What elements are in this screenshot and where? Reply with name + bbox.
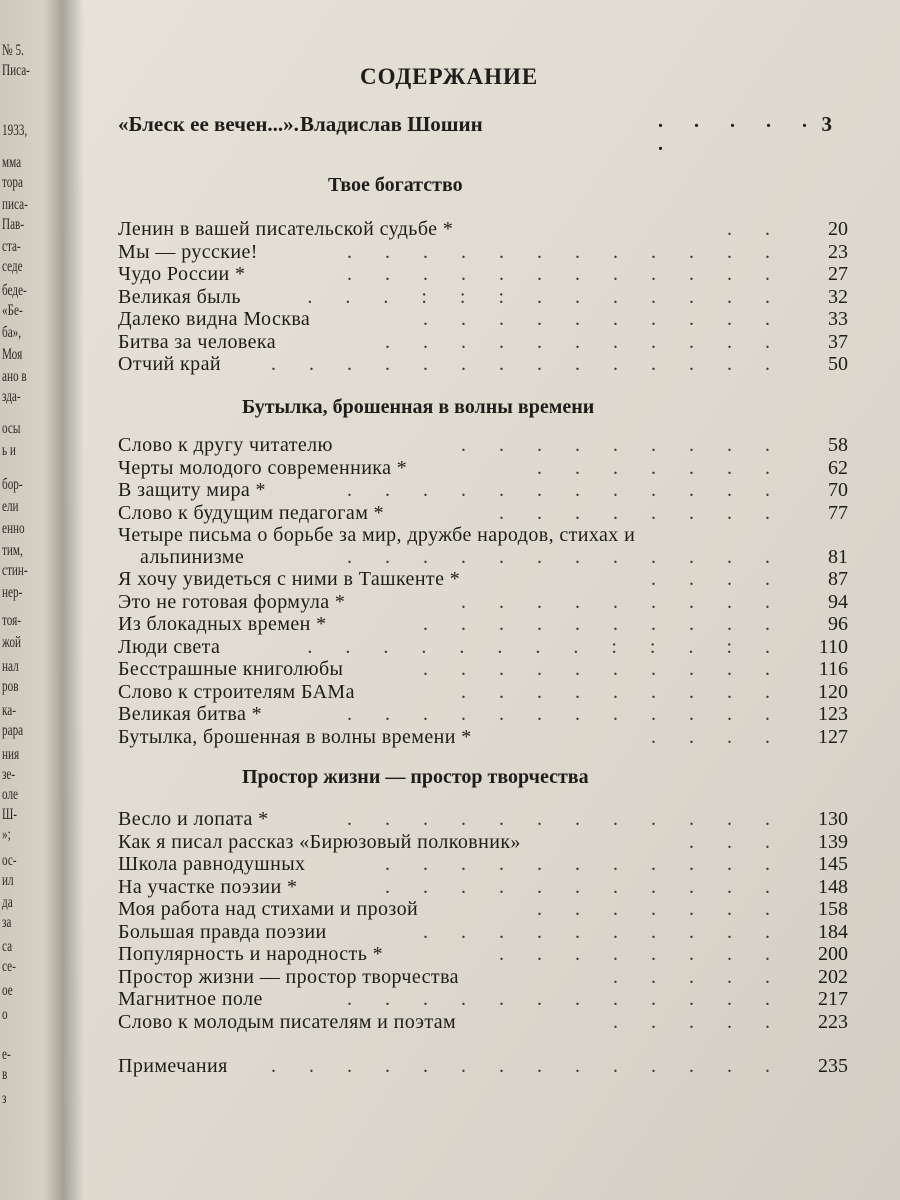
gutter-fragment: № 5. xyxy=(2,42,24,59)
page-number: 32 xyxy=(828,285,848,308)
dot-leader: . . . . . . . . . . . . xyxy=(347,703,784,725)
entry-title: Большая правда поэзии xyxy=(118,920,327,943)
dot-leader: . . . . . . . . . . . . xyxy=(347,988,784,1010)
dot-leader: . . . . . . . . xyxy=(499,943,784,965)
toc-entry[interactable] xyxy=(118,636,848,659)
dot-leader: . . . . . . . . . . . . xyxy=(347,808,784,830)
page-number: 148 xyxy=(818,875,848,898)
entry-title: Весло и лопата * xyxy=(118,808,269,830)
page-number: 127 xyxy=(818,725,848,748)
gutter-fragment: се- xyxy=(2,958,16,975)
gutter-fragment: стин- xyxy=(2,562,28,579)
entry-title: Битва за человека xyxy=(118,330,276,353)
entry-title-continued: альпинизме xyxy=(140,546,245,568)
entry-title: Слово к молодым писателям и поэтам xyxy=(118,1010,457,1033)
dot-leader: . . . . . xyxy=(613,1010,784,1033)
entry-title: Далеко видна Москва xyxy=(118,308,311,330)
toc-entry[interactable] xyxy=(118,524,848,568)
toc-entry[interactable] xyxy=(118,831,848,854)
gutter-fragment: жой xyxy=(2,634,22,651)
dot-leader: . . xyxy=(727,218,784,240)
dot-leader: . . . . . . . . . . xyxy=(423,308,784,330)
toc-entry[interactable] xyxy=(118,703,848,726)
entry-title: Я хочу увидеться с ними в Ташкенте * xyxy=(118,568,461,590)
gutter-fragment: Моя xyxy=(2,346,23,363)
toc-entry[interactable] xyxy=(118,308,848,331)
toc-entry[interactable] xyxy=(118,479,848,502)
gutter-fragment: беде- xyxy=(2,282,27,299)
toc-entry[interactable] xyxy=(118,921,848,944)
dot-leader: . . . . xyxy=(651,568,784,590)
page-number: 184 xyxy=(818,920,848,943)
previous-page-edge xyxy=(0,0,62,1200)
page-number: 217 xyxy=(818,988,848,1010)
gutter-fragment: ров xyxy=(2,678,19,695)
dot-leader: . . . : : : . . . . . . . xyxy=(307,285,784,308)
dot-leader: . . . . . . xyxy=(658,110,820,155)
page-number: 200 xyxy=(818,943,848,965)
gutter-fragment: ано в xyxy=(2,368,27,385)
gutter-fragment: ил xyxy=(2,872,14,889)
toc-entry[interactable] xyxy=(118,966,848,989)
entry-title: Люди света xyxy=(118,635,221,658)
section-entries xyxy=(118,434,848,748)
gutter-fragment: нал xyxy=(2,658,19,675)
entry-title: Бесстрашные книголюбы xyxy=(118,658,344,680)
gutter-fragment: писа- xyxy=(2,196,28,213)
page-fold-shadow xyxy=(62,0,84,1200)
gutter-fragment: ое xyxy=(2,982,13,999)
dot-leader: . . . . . . . . xyxy=(499,501,784,524)
gutter-fragment: ка- xyxy=(2,702,16,719)
toc-entry[interactable] xyxy=(118,591,848,614)
intro-entry xyxy=(118,110,840,155)
dot-leader: . . . . xyxy=(651,725,784,748)
page-number: 27 xyxy=(828,263,848,285)
page-number: 123 xyxy=(818,703,848,725)
entry-title: Слово к строителям БАМа xyxy=(118,680,355,703)
section-heading: Простор жизни — простор творчества xyxy=(242,766,589,788)
toc-entry[interactable] xyxy=(118,568,848,591)
gutter-fragment: енно xyxy=(2,520,25,537)
entry-title: Великая битва * xyxy=(118,703,263,725)
entry-title: Черты молодого современника * xyxy=(118,456,408,479)
gutter-fragment: бор- xyxy=(2,476,23,493)
gutter-fragment: Писа- xyxy=(2,62,30,79)
section-entries xyxy=(118,808,848,1033)
page-number: 116 xyxy=(818,658,848,680)
entry-title: Моя работа над стихами и прозой xyxy=(118,898,419,920)
gutter-fragment: 1933, xyxy=(2,122,28,139)
page-number: 37 xyxy=(828,330,848,353)
gutter-fragment: за xyxy=(2,914,12,931)
toc-entry[interactable] xyxy=(118,681,848,704)
page-number: 23 xyxy=(828,240,848,263)
gutter-fragment: да xyxy=(2,894,13,911)
page-number: 158 xyxy=(818,898,848,920)
dot-leader: . . . . . . . . . . . . xyxy=(347,240,784,263)
gutter-fragment: мма xyxy=(2,154,22,171)
toc-entry[interactable] xyxy=(118,286,848,309)
gutter-fragment: осы xyxy=(2,420,21,437)
entry-title: Популярность и народность * xyxy=(118,943,384,965)
entry-title: Четыре письма о борьбе за мир, дружбе народов, стихах и xyxy=(118,524,636,546)
entry-title: Отчий край xyxy=(118,353,221,375)
gutter-fragment: зда- xyxy=(2,388,21,405)
toc-entry[interactable] xyxy=(118,988,848,1011)
page-number: 77 xyxy=(828,501,848,524)
page-number: 235 xyxy=(818,1055,848,1077)
entry-title: Простор жизни — простор творчества xyxy=(118,965,459,988)
dot-leader: . . . . . . . . . . . xyxy=(385,853,784,875)
gutter-fragment: тоя- xyxy=(2,612,22,629)
entry-title: Ленин в вашей писательской судьбе * xyxy=(118,218,454,240)
gutter-fragment: рара xyxy=(2,722,24,739)
dot-leader: . . . . . . . xyxy=(537,898,784,920)
toc-entry[interactable] xyxy=(118,263,848,286)
page-number: 3 xyxy=(821,112,832,136)
page-number: 145 xyxy=(818,853,848,875)
intro-title: «Блеск ее вечен...». xyxy=(118,112,299,136)
page-number: 58 xyxy=(828,434,848,456)
page-number: 223 xyxy=(818,1010,848,1033)
section-heading: Твое богатство xyxy=(328,174,463,196)
page-number: 139 xyxy=(818,830,848,853)
dot-leader: . . . . . xyxy=(613,965,784,988)
page-number: 94 xyxy=(828,590,848,613)
toc-entry[interactable] xyxy=(118,434,848,457)
gutter-fragment: «Бе- xyxy=(2,302,23,319)
toc-entry[interactable] xyxy=(118,658,848,681)
entry-title: Школа равнодушных xyxy=(118,853,306,875)
dot-leader: . . . . . . . . : : . : . xyxy=(307,635,784,658)
gutter-fragment: ния xyxy=(2,746,20,763)
gutter-fragment: о xyxy=(2,1006,8,1023)
toc-entry[interactable] xyxy=(118,876,848,899)
dot-leader: . . . . . . . . . . . . xyxy=(347,263,784,285)
gutter-fragment: оле xyxy=(2,786,19,803)
dot-leader: . . . . . . . . . xyxy=(461,680,784,703)
dot-leader: . . . . . . . . . . . . xyxy=(347,546,784,568)
entry-title: Чудо России * xyxy=(118,263,246,285)
entry-title: Это не готовая формула * xyxy=(118,590,346,613)
gutter-fragment: зе- xyxy=(2,766,16,783)
toc-entry[interactable] xyxy=(118,218,848,241)
dot-leader: . . . . . . . . . . xyxy=(423,658,784,680)
dot-leader: . . . . . . . . . . xyxy=(423,613,784,635)
dot-leader: . . . . . . . . . xyxy=(461,434,784,456)
entry-title: Бутылка, брошенная в волны времени * xyxy=(118,725,472,748)
page-number: 96 xyxy=(828,613,848,635)
page-number: 20 xyxy=(828,218,848,240)
notes-block xyxy=(118,1055,848,1078)
entry-title: На участке поэзии * xyxy=(118,875,298,898)
toc-entry[interactable] xyxy=(118,943,848,966)
page-number: 110 xyxy=(818,635,848,658)
intro-author: Владислав Шошин xyxy=(300,112,483,136)
dot-leader: . . . . . . . . . . . xyxy=(385,875,784,898)
entry-title: Слово к будущим педагогам * xyxy=(118,501,385,524)
toc-entry[interactable] xyxy=(118,726,848,749)
gutter-fragment: ста- xyxy=(2,238,21,255)
page-number: 87 xyxy=(828,568,848,590)
toc-entry[interactable] xyxy=(118,353,848,376)
entry-title: Примечания xyxy=(118,1055,228,1077)
gutter-fragment: е- xyxy=(2,1046,11,1063)
page-title: СОДЕРЖАНИЕ xyxy=(360,64,539,89)
toc-entry[interactable] xyxy=(118,1011,848,1034)
page-number: 120 xyxy=(818,680,848,703)
toc-entry-notes[interactable] xyxy=(118,1055,848,1078)
gutter-fragment: нер- xyxy=(2,584,23,601)
toc-entry[interactable] xyxy=(118,241,848,264)
entry-title: Магнитное поле xyxy=(118,988,263,1010)
page-number: 50 xyxy=(828,353,848,375)
toc-entry[interactable] xyxy=(118,853,848,876)
toc-entry[interactable] xyxy=(118,502,848,525)
gutter-fragment: Пав- xyxy=(2,216,25,233)
toc-entry[interactable] xyxy=(118,331,848,354)
page-number: 202 xyxy=(818,965,848,988)
section-entries xyxy=(118,218,848,376)
toc-entry[interactable] xyxy=(118,613,848,636)
page-number: 70 xyxy=(828,479,848,501)
entry-title: Мы — русские! xyxy=(118,240,258,263)
dot-leader: . . . . . . . . . . . xyxy=(385,330,784,353)
gutter-fragment: тора xyxy=(2,174,23,191)
gutter-fragment: Ш- xyxy=(2,806,18,823)
dot-leader: . . . . . . . . . . . . xyxy=(347,479,784,501)
entry-title: Из блокадных времен * xyxy=(118,613,327,635)
dot-leader: . . . . . . . xyxy=(537,456,784,479)
toc-entry[interactable] xyxy=(118,457,848,480)
dot-leader: . . . . . . . . . xyxy=(461,590,784,613)
page-number: 62 xyxy=(828,456,848,479)
dot-leader: . . . . . . . . . . . . . . xyxy=(271,353,784,375)
gutter-fragment: »; xyxy=(2,826,11,843)
entry-title: Великая быль xyxy=(118,285,241,308)
gutter-fragment: тим, xyxy=(2,542,23,559)
gutter-fragment: ба», xyxy=(2,324,22,341)
page-number: 81 xyxy=(828,546,848,568)
gutter-fragment: са xyxy=(2,938,13,955)
dot-leader: . . . . . . . . . . . . . . xyxy=(271,1055,784,1077)
gutter-fragment: в xyxy=(2,1066,8,1083)
dot-leader: . . . . . . . . . . xyxy=(423,920,784,943)
gutter-fragment: ос- xyxy=(2,852,17,869)
dot-leader: . . . xyxy=(689,830,784,853)
toc-entry[interactable] xyxy=(118,808,848,831)
gutter-fragment: ь и xyxy=(2,442,16,459)
page-number: 130 xyxy=(818,808,848,830)
gutter-fragment: ели xyxy=(2,498,19,515)
toc-entry[interactable] xyxy=(118,898,848,921)
entry-title: Слово к другу читателю xyxy=(118,434,333,456)
entry-title: В защиту мира * xyxy=(118,479,266,501)
gutter-fragment: седе xyxy=(2,258,23,275)
page-number: 33 xyxy=(828,308,848,330)
section-heading: Бутылка, брошенная в волны времени xyxy=(242,396,595,418)
entry-title: Как я писал рассказ «Бирюзовый полковник» xyxy=(118,830,521,853)
gutter-fragment: з xyxy=(2,1090,7,1107)
